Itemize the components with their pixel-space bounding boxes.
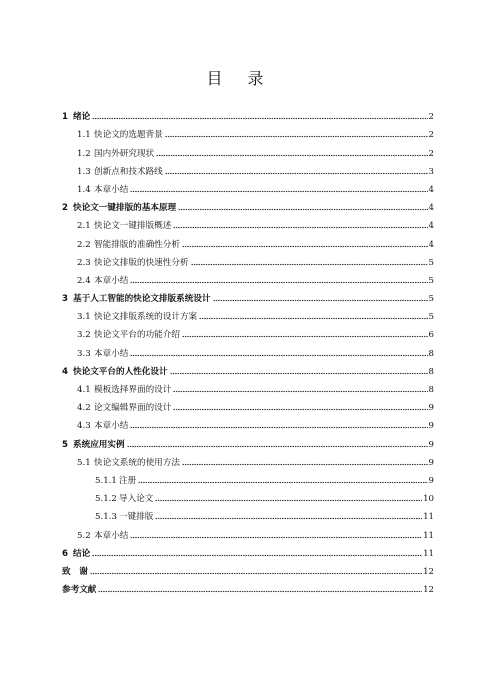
toc-entry[interactable] — [62, 486, 434, 504]
dot-leader — [165, 167, 428, 175]
toc-entry-label — [77, 240, 180, 250]
toc-entry-label — [77, 385, 171, 395]
toc-entry-page: 5 — [428, 257, 434, 268]
toc-entry[interactable] — [62, 177, 434, 195]
dot-leader — [155, 494, 422, 502]
toc-entry-page: 2 — [428, 130, 434, 141]
dot-leader — [130, 276, 427, 284]
toc-entry-label — [62, 112, 90, 122]
toc-entry-title: 本章小结 — [94, 348, 129, 359]
toc-entry-page: 4 — [428, 203, 434, 214]
toc-entry-title: 快论文一键排版的基本原理 — [73, 203, 177, 214]
toc-entry-label — [77, 167, 163, 177]
toc-entry[interactable] — [62, 413, 434, 431]
toc-entry-label — [77, 312, 197, 322]
toc-entry[interactable] — [62, 304, 434, 322]
toc-entry-page: 9 — [428, 403, 434, 414]
toc-entry-page: 11 — [423, 512, 434, 523]
toc-entry-title: 导入论文 — [119, 494, 154, 505]
toc-entry-number: 4.3 — [77, 421, 91, 432]
toc-entry[interactable] — [62, 231, 434, 249]
toc-entry-label — [77, 130, 163, 140]
dot-leader — [191, 258, 428, 266]
toc-entry-page: 11 — [423, 548, 434, 559]
toc-entry-number: 5.1 — [77, 457, 91, 468]
toc-entry[interactable] — [62, 395, 434, 413]
dot-leader — [130, 185, 427, 193]
toc-entry-title: 致 谢 — [62, 566, 88, 577]
toc-entry-title: 本章小结 — [94, 421, 129, 432]
dot-leader — [92, 549, 422, 557]
toc-entry-title: 基于人工智能的快论文排版系统设计 — [73, 294, 211, 305]
dot-leader — [155, 512, 422, 520]
toc-entry[interactable] — [62, 268, 434, 286]
toc-entry-page: 8 — [428, 385, 434, 395]
toc-entry-label — [77, 349, 128, 359]
toc-entry-label — [77, 403, 171, 413]
toc-entry-label — [77, 258, 189, 268]
toc-entry-label — [77, 276, 128, 286]
toc-entry-page: 8 — [428, 366, 434, 377]
toc-entry-page: 12 — [423, 566, 434, 577]
toc-entry-title: 快论文一键排版概述 — [94, 221, 172, 232]
toc-entry-number: 3.3 — [77, 348, 91, 359]
toc-entry-title: 参考文献 — [62, 585, 97, 596]
toc-entry-page: 4 — [428, 221, 434, 232]
toc-entry-title: 本章小结 — [94, 184, 129, 195]
toc-entry[interactable] — [62, 286, 434, 304]
toc-entry-page: 5 — [428, 275, 434, 286]
toc-entry[interactable] — [62, 377, 434, 395]
toc-entry-label — [62, 294, 211, 304]
toc-entry-page: 2 — [428, 148, 434, 159]
toc-entry-label — [77, 185, 128, 195]
toc-entry[interactable] — [62, 559, 434, 577]
toc-entry-label — [95, 512, 153, 522]
dot-leader — [92, 112, 427, 120]
toc-entry-page: 10 — [423, 494, 434, 505]
toc-entry-title: 国内外研究现状 — [94, 148, 155, 159]
toc-entry-number: 4 — [62, 366, 68, 377]
toc-entry[interactable] — [62, 340, 434, 358]
toc-entry-number: 4.2 — [77, 403, 91, 414]
toc-entry-number: 5.1.3 — [95, 512, 117, 523]
dot-leader — [130, 531, 422, 539]
toc-entry-title: 一键排版 — [119, 512, 154, 523]
toc-entry[interactable] — [62, 159, 434, 177]
toc-entry-number: 4.1 — [77, 385, 91, 395]
toc-entry[interactable] — [62, 213, 434, 231]
toc-entry[interactable] — [62, 359, 434, 377]
toc-entry-page: 4 — [428, 184, 434, 195]
toc-entry-title: 快论文排版的快速性分析 — [94, 257, 189, 268]
toc-entry[interactable] — [62, 104, 434, 122]
toc-entry-label — [95, 494, 153, 504]
dot-leader — [170, 367, 428, 375]
toc-entry[interactable] — [62, 195, 434, 213]
toc-entry-label — [62, 549, 90, 559]
toc-entry-label — [77, 531, 128, 541]
toc-entry-label — [62, 367, 168, 377]
toc-entry[interactable] — [62, 522, 434, 540]
dot-leader — [182, 330, 428, 338]
toc-entry-page: 8 — [428, 348, 434, 359]
toc-entry-label — [62, 585, 96, 595]
toc-entry-number: 5.1.1 — [95, 475, 117, 486]
toc-entry-page: 4 — [428, 239, 434, 250]
toc-entry-title: 快论文平台的人性化设计 — [73, 366, 168, 377]
toc-entry[interactable] — [62, 122, 434, 140]
toc-entry-number: 1 — [62, 112, 68, 123]
dot-leader — [138, 476, 427, 484]
toc-entry[interactable] — [62, 140, 434, 158]
dot-leader — [130, 421, 427, 429]
toc-entry-label — [62, 567, 88, 577]
toc-entry-number: 5 — [62, 439, 68, 450]
toc-entry-number: 2 — [62, 203, 68, 214]
toc-entry-label — [77, 221, 171, 231]
toc-entry-number: 5.2 — [77, 530, 91, 541]
toc-entry-page: 11 — [423, 530, 434, 541]
toc-entry-page: 9 — [428, 475, 434, 486]
toc-entry-label — [77, 421, 128, 431]
toc-entry[interactable] — [62, 577, 434, 595]
toc-entry-number: 3.1 — [77, 312, 91, 323]
dot-leader — [165, 130, 428, 138]
dot-leader — [182, 240, 428, 248]
toc-entry-number: 1.1 — [77, 130, 91, 141]
dot-leader — [130, 349, 427, 357]
toc-entry-number: 2.3 — [77, 257, 91, 268]
dot-leader — [178, 203, 427, 211]
toc-entry-title: 绪论 — [73, 112, 91, 123]
toc-entry-title: 快论文的选题背景 — [94, 130, 163, 141]
toc-entry-page: 3 — [428, 166, 434, 177]
dot-leader — [173, 221, 427, 229]
toc-entry-page: 9 — [428, 439, 434, 450]
toc-entry[interactable] — [62, 250, 434, 268]
toc-entry[interactable] — [62, 504, 434, 522]
toc-entry[interactable] — [62, 322, 434, 340]
toc-entry-number: 2.4 — [77, 275, 91, 286]
toc-entry-title: 系统应用实例 — [73, 439, 125, 450]
dot-leader — [182, 458, 428, 466]
toc-entry-label — [95, 476, 136, 486]
table-of-contents — [62, 104, 434, 595]
toc-entry-number: 1.4 — [77, 184, 91, 195]
toc-entry-number: 6 — [62, 548, 68, 559]
toc-entry-title: 智能排版的准确性分析 — [94, 239, 180, 250]
toc-entry-page: 5 — [428, 312, 434, 323]
toc-entry-title: 模板选择界面的设计 — [94, 385, 172, 395]
dot-leader — [199, 312, 427, 320]
dot-leader — [213, 294, 428, 302]
toc-entry-title: 结论 — [73, 548, 91, 559]
toc-entry-page: 2 — [428, 112, 434, 123]
toc-entry-page: 5 — [428, 294, 434, 305]
toc-entry-label — [77, 330, 180, 340]
toc-entry-title: 本章小结 — [94, 530, 129, 541]
toc-entry-number: 1.2 — [77, 148, 91, 159]
toc-entry[interactable] — [62, 450, 434, 468]
toc-entry-title: 本章小结 — [94, 275, 129, 286]
toc-entry-page: 6 — [428, 330, 434, 341]
toc-entry-label — [77, 149, 154, 159]
toc-entry-number: 1.3 — [77, 166, 91, 177]
toc-entry-title: 论文编辑界面的设计 — [94, 403, 172, 414]
toc-entry[interactable] — [62, 431, 434, 449]
dot-leader — [98, 585, 422, 593]
toc-entry[interactable] — [62, 541, 434, 559]
dot-leader — [90, 567, 422, 575]
toc-entry-title: 快论文系统的使用方法 — [94, 457, 180, 468]
toc-entry-title: 创新点和技术路线 — [94, 166, 163, 177]
dot-leader — [156, 149, 427, 157]
toc-entry[interactable] — [62, 468, 434, 486]
toc-entry-page: 9 — [428, 421, 434, 432]
toc-entry-number: 2.2 — [77, 239, 91, 250]
toc-entry-number: 3 — [62, 294, 68, 305]
toc-entry-label — [62, 203, 176, 213]
toc-entry-title: 注册 — [119, 475, 137, 486]
toc-entry-page: 9 — [428, 457, 434, 468]
dot-leader — [127, 440, 428, 448]
toc-entry-number: 5.1.2 — [95, 494, 117, 505]
toc-entry-label — [62, 440, 125, 450]
dot-leader — [173, 403, 427, 411]
toc-entry-label — [77, 458, 180, 468]
toc-entry-title: 快论文平台的功能介绍 — [94, 330, 180, 341]
page-title: 目 录 — [206, 69, 274, 88]
toc-entry-page: 12 — [423, 585, 434, 596]
toc-entry-title: 快论文排版系统的设计方案 — [94, 312, 198, 323]
toc-entry-number: 2.1 — [77, 221, 91, 232]
dot-leader — [173, 385, 427, 393]
toc-entry-number: 3.2 — [77, 330, 91, 341]
